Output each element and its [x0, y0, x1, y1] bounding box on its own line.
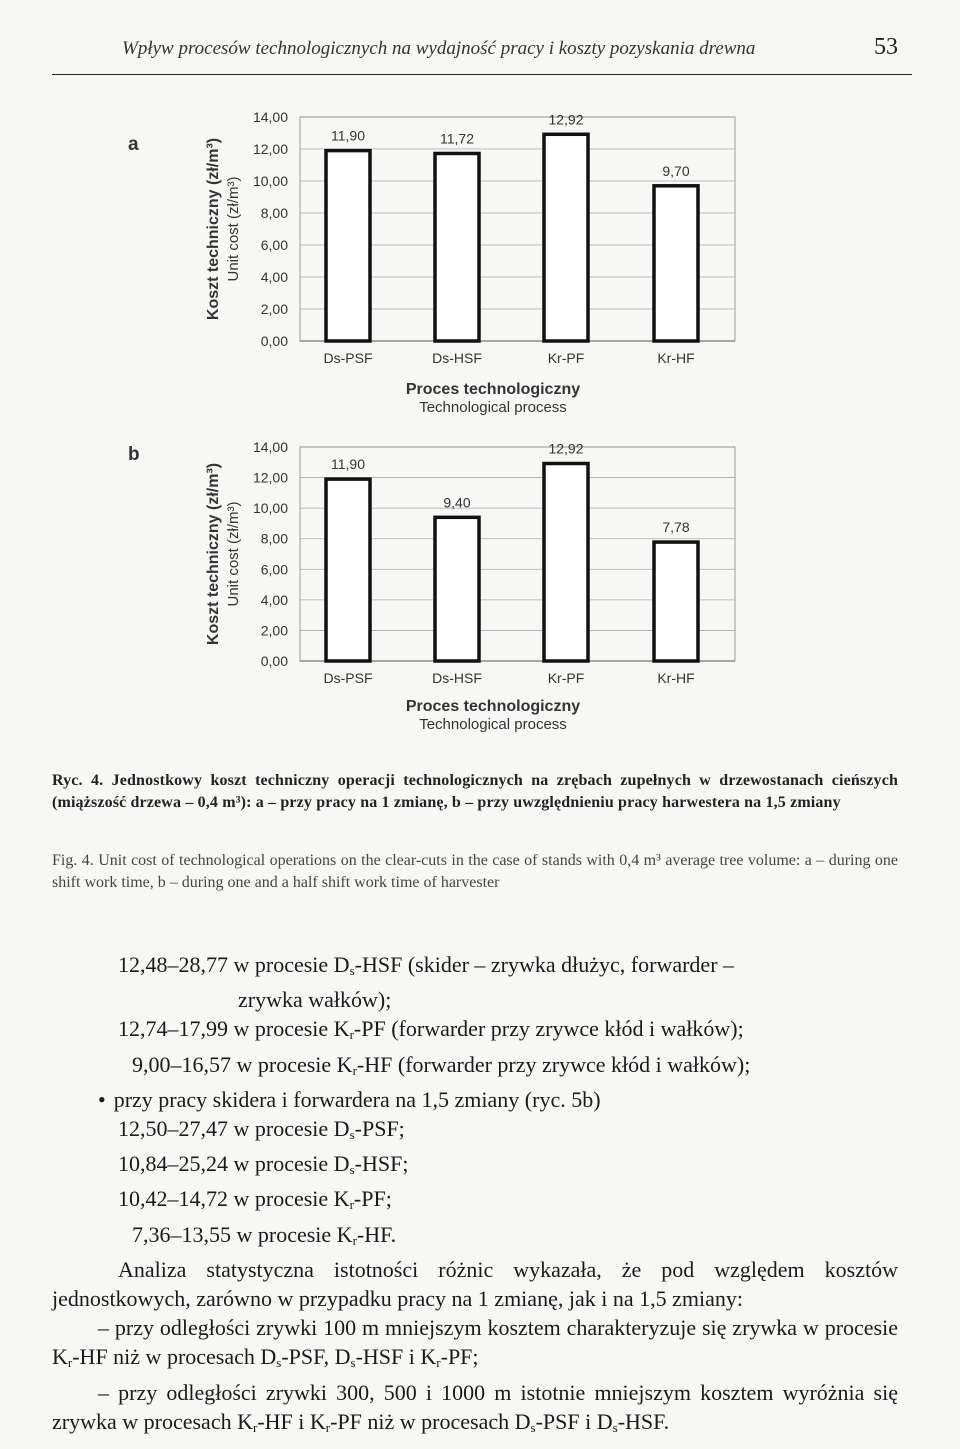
- list-item: 9,00–16,57 w procesie $K_r-HF$ (forwarder przy zrywce kłód i wałków);: [132, 1051, 751, 1078]
- y-tick-label: 10,00: [252, 500, 288, 517]
- y-tick-label: 4,00: [260, 591, 288, 608]
- x-axis-subtitle: Technological process: [419, 399, 567, 416]
- data-label: 12,92: [548, 440, 584, 457]
- x-axis-title: Proces technologiczny: [405, 698, 581, 715]
- y-tick-label: 6,00: [260, 561, 288, 578]
- list-item: 7,36–13,55 w procesie $K_r-HF$.: [132, 1221, 397, 1248]
- bar: [654, 186, 698, 341]
- list-item: zrywka wałków);: [238, 987, 392, 1013]
- bullet-item: • przy pracy skidera i forwardera na 1,5 zmiany (ryc. 5b): [52, 1085, 898, 1114]
- data-label: 12,92: [548, 111, 584, 128]
- data-label: 11,72: [440, 130, 474, 147]
- bar: [544, 134, 588, 341]
- list-item: 12,74–17,99 w procesie $K_r-PF$ (forwarder przy zrywce kłód i wałków);: [118, 1016, 744, 1043]
- page-number: 53: [874, 34, 898, 60]
- x-tick-label: Ds-HSF: [432, 670, 482, 686]
- y-tick-label: 0,00: [260, 653, 288, 669]
- x-axis-title: Proces technologiczny: [405, 381, 581, 398]
- panel-label: a: [128, 134, 139, 155]
- bar: [544, 464, 588, 661]
- x-tick-label: Kr-HF: [657, 350, 695, 366]
- paragraph: – przy odległości zrywki 300, 500 i 1000 m istotnie mniejszym kosztem wyróżnia się zrywka w procesach $K_r-HF$ i $K_r-PF$ niż w procesach $D_s$-PSF i $D_s$-HSF.: [52, 1379, 898, 1435]
- x-tick-label: Kr-PF: [547, 670, 585, 686]
- data-label: 11,90: [331, 456, 365, 473]
- y-tick-label: 10,00: [252, 173, 288, 189]
- x-tick-label: Ds-HSF: [432, 350, 482, 366]
- list-item: 12,50–27,47 w procesie $D_s$-PSF;: [118, 1116, 405, 1143]
- x-tick-label: Ds-PSF: [323, 670, 373, 686]
- y-axis-title: Koszt techniczny (zł/m³): [205, 462, 222, 646]
- list-item: 10,42–14,72 w procesie $K_r-PF$;: [118, 1186, 392, 1213]
- bar: [435, 517, 479, 661]
- running-header: [52, 34, 912, 75]
- y-axis-title: Koszt techniczny (zł/m³): [205, 137, 222, 321]
- x-axis-subtitle: Technological process: [419, 716, 567, 733]
- y-tick-label: 14,00: [252, 439, 288, 455]
- y-tick-label: 2,00: [260, 622, 288, 639]
- data-label: 9,70: [662, 162, 690, 179]
- list-item: 10,84–25,24 w procesie $D_s$-HSF;: [118, 1151, 409, 1178]
- x-tick-label: Kr-PF: [547, 350, 585, 366]
- x-tick-label: Ds-PSF: [323, 350, 373, 366]
- x-tick-label: Kr-HF: [657, 670, 695, 686]
- y-axis-subtitle: Unit cost (zł/m³): [225, 176, 242, 282]
- paragraph: Analiza statystyczna istotności różnic wykazała, że pod względem kosztów jednostkowych, zarówno w przypadku pracy na 1 zmianę, jak i na 1,5 zmiany:: [52, 1256, 898, 1312]
- bar: [326, 479, 370, 661]
- panel-label: b: [128, 444, 140, 465]
- figure-caption-pl: Ryc. 4. Jednostkowy koszt techniczny operacji technologicznych na zrębach zupełnych w drzewostanach cieńszych (miąższość drzewa – 0,4 m³): a – przy pracy na 1 zmianę, b – przy uwzględnieniu pracy harwestera na 1,5 zmiany: [52, 772, 898, 811]
- bar: [326, 151, 370, 341]
- y-tick-label: 12,00: [252, 141, 288, 157]
- y-tick-label: 2,00: [260, 301, 288, 317]
- data-label: 9,40: [443, 494, 471, 511]
- body-text: [52, 950, 898, 1442]
- y-tick-label: 8,00: [260, 530, 288, 547]
- y-tick-label: 14,00: [252, 109, 288, 125]
- y-axis-subtitle: Unit cost (zł/m³): [225, 501, 242, 607]
- chart-b: [0, 430, 960, 740]
- data-label: 11,90: [331, 127, 365, 144]
- bar: [435, 153, 479, 341]
- y-tick-label: 12,00: [252, 469, 288, 486]
- figure-caption-en: Fig. 4. Unit cost of technological operations on the clear-cuts in the case of stands with 0,4 m³ average tree volume: a – during one shift work time, b – during one and a half shift work time of harvester: [52, 852, 898, 891]
- y-tick-label: 6,00: [260, 237, 288, 253]
- list-item: 12,48–28,77 w procesie $D_s$-HSF (skider – zrywka dłużyc, forwarder –: [118, 952, 735, 978]
- data-label: 7,78: [662, 519, 690, 536]
- y-tick-label: 4,00: [260, 269, 288, 285]
- chart-a: [0, 90, 960, 430]
- y-tick-label: 8,00: [260, 205, 288, 221]
- y-tick-label: 0,00: [260, 333, 288, 349]
- running-title: Wpływ procesów technologicznych na wydajność pracy i koszty pozyskania drewna: [122, 38, 756, 59]
- bar: [654, 542, 698, 661]
- paragraph: – przy odległości zrywki 100 m mniejszym kosztem charakteryzuje się zrywka w procesie $K_r-HF$ niż w procesach $D_s$-PSF, $D_s$-HSF i $K_r-PF$;: [52, 1315, 898, 1371]
